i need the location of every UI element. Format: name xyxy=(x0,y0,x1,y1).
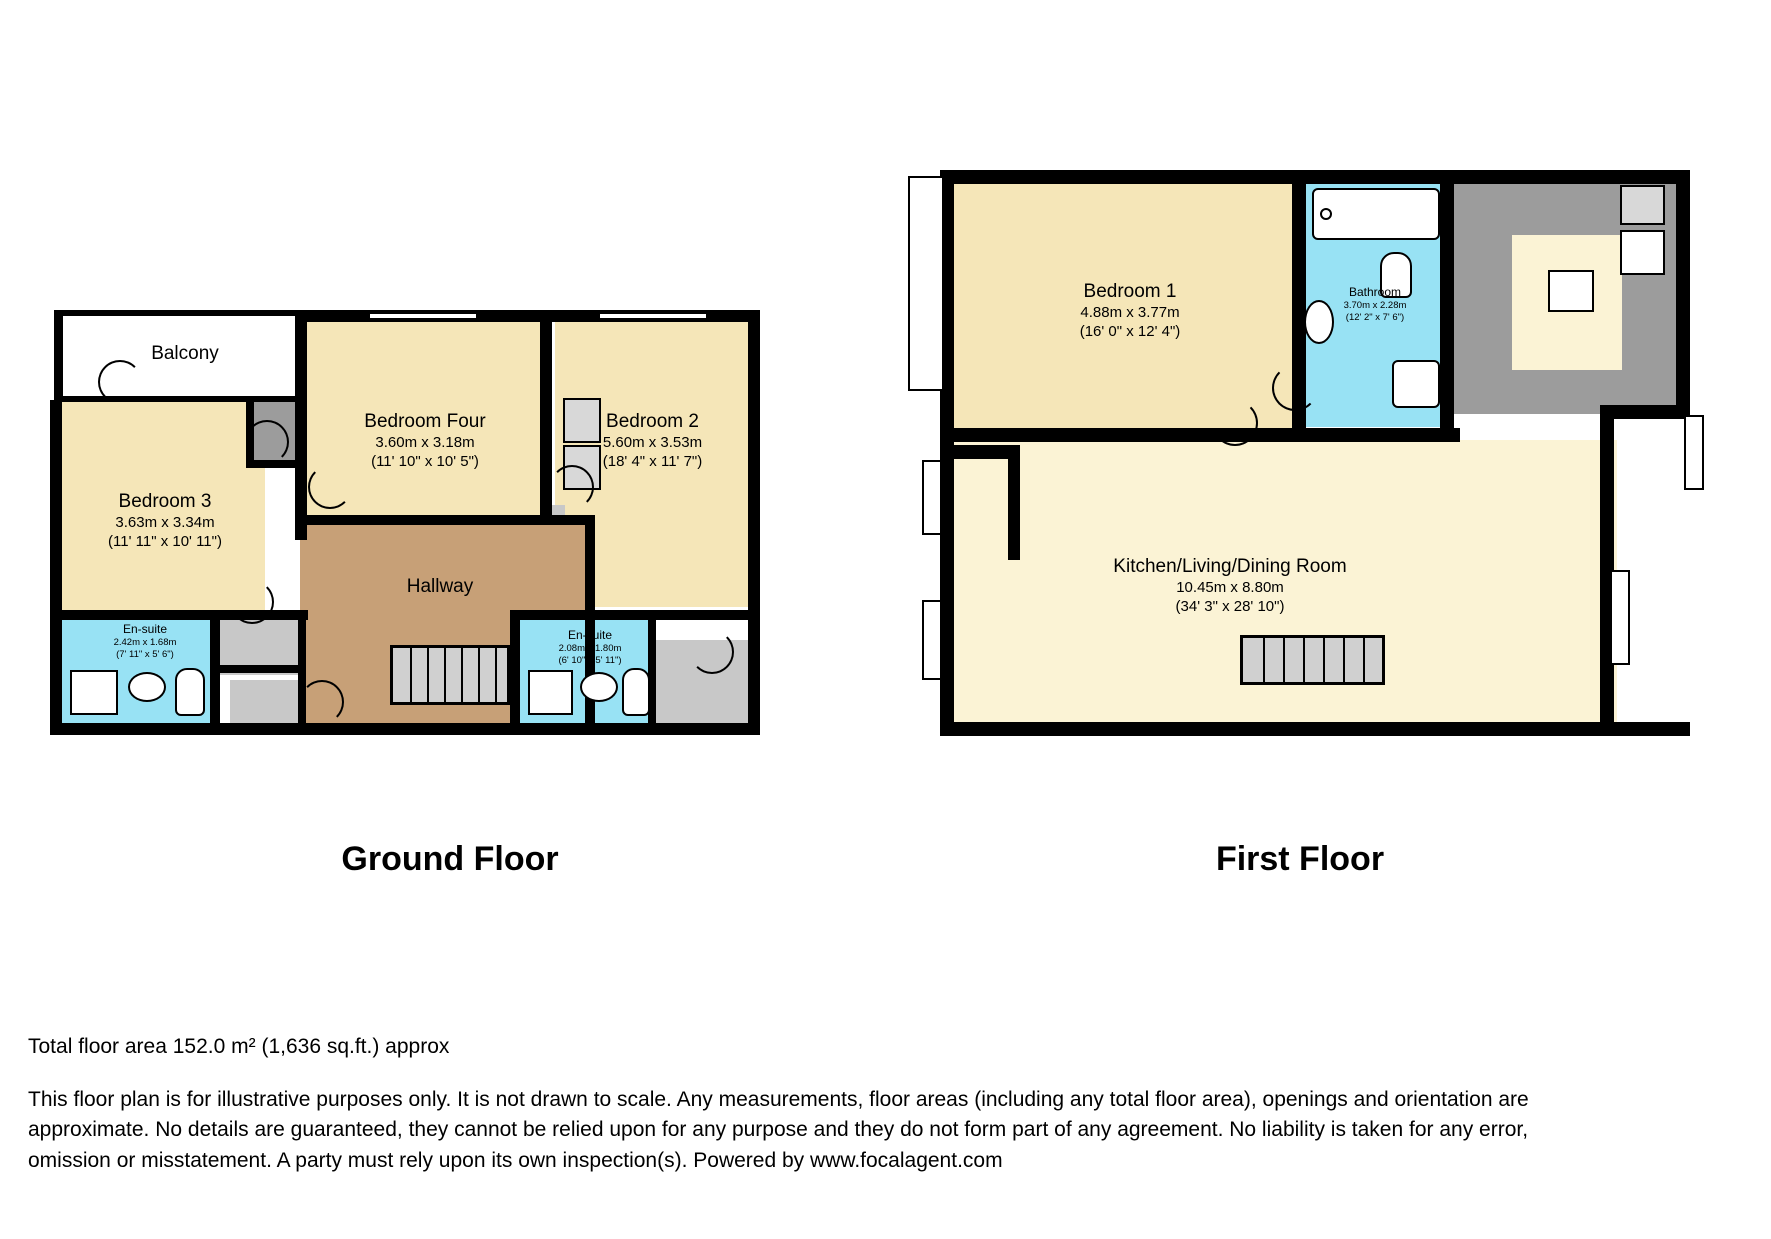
wall-ff-top xyxy=(940,170,1690,184)
door-bathroom xyxy=(1272,365,1318,411)
door-bedroom-3 xyxy=(230,580,274,624)
window-bay-bedroom-1 xyxy=(908,176,944,391)
door-ensuite-right xyxy=(550,575,594,619)
label-hallway: Hallway xyxy=(406,576,474,597)
window-left-low xyxy=(922,600,942,680)
wall-interior-h3 xyxy=(510,610,760,620)
label-bedroom-3: Bedroom 3 3.63m x 3.34m (11' 11" x 10' 11") xyxy=(108,491,222,550)
wall-ff-right-upper xyxy=(1676,170,1690,415)
hob xyxy=(1548,270,1594,312)
disclaimer-text: This floor plan is for illustrative purposes only. It is not drawn to scale. Any measurements, floor areas (including any total floor area), openings and orientation are approximate. No details are guaranteed, they cannot be relied upon for any purpose and they do not form part of any agreement. No liability is taken for any error, omission or misstatement. A party must rely upon its own inspection(s). Powered by www.focalagent.com xyxy=(28,1088,1529,1172)
staircase-first xyxy=(1240,635,1385,685)
total-floor-area: Total floor area 152.0 m² (1,636 sq.ft.) approx xyxy=(28,1035,450,1058)
label-kitchen-living-dining: Kitchen/Living/Dining Room 10.45m x 8.80m (34' 3" x 28' 10") xyxy=(1113,556,1347,615)
wall-balcony-top xyxy=(54,310,304,316)
door-balcony xyxy=(98,360,142,404)
window-bedroom-2 xyxy=(598,312,708,320)
staircase-ground xyxy=(390,645,510,705)
door-bedroom-1 xyxy=(1212,400,1258,446)
window-bedroom-four xyxy=(368,312,478,320)
kitchen-cabinet xyxy=(1620,185,1665,225)
label-bedroom-2: Bedroom 2 5.60m x 3.53m (18' 4" x 11' 7") xyxy=(602,411,703,470)
door-hallway-a xyxy=(300,680,344,724)
window-right-lower xyxy=(1610,570,1630,665)
wall-interior-v3 xyxy=(585,515,595,735)
first-floor-title: First Floor xyxy=(1215,840,1385,878)
ground-floor-title: Ground Floor xyxy=(341,840,559,878)
shower-tray-ensuite-right xyxy=(528,670,573,715)
first-floor-plan xyxy=(940,170,1730,750)
door-bedroom-2 xyxy=(550,465,594,509)
shower-bathroom xyxy=(1392,360,1440,408)
window-right-upper xyxy=(1684,415,1704,490)
wall-interior-h4 xyxy=(220,665,305,673)
window-left-mid xyxy=(922,460,942,535)
label-bathroom: Bathroom 3.70m x 2.28m (12' 2" x 7' 6") xyxy=(1343,285,1407,323)
wall-interior-h2 xyxy=(295,515,595,525)
sink-ensuite-left xyxy=(128,672,166,702)
label-ensuite-left: En-suite 2.42m x 1.68m (7' 11" x 5' 6") xyxy=(113,622,177,660)
toilet-ensuite-left xyxy=(175,668,205,716)
wall-ff-interior-h xyxy=(940,428,1460,442)
wall-ff-left-lower xyxy=(940,445,954,735)
label-ensuite-right: En-suite 2.08m x 1.80m (6' 10" x 5' 11") xyxy=(558,628,622,666)
wall-interior-v1 xyxy=(295,310,307,540)
label-balcony: Balcony xyxy=(151,343,219,364)
wall-interior-v4 xyxy=(510,610,520,735)
wall-interior-v6 xyxy=(210,610,220,735)
ground-floor-plan xyxy=(50,310,860,750)
wall-ff-left-return-v xyxy=(1008,445,1020,560)
kitchen-sink xyxy=(1620,230,1665,275)
label-bedroom-four: Bedroom Four 3.60m x 3.18m (11' 10" x 10' 5") xyxy=(364,411,486,470)
wall-ff-bottom xyxy=(940,722,1690,736)
wall-balcony-bottom xyxy=(54,396,304,402)
sink-ensuite-right xyxy=(580,672,618,702)
label-bedroom-1: Bedroom 1 4.88m x 3.77m (16' 0" x 12' 4") xyxy=(1079,281,1181,340)
door-utility xyxy=(690,630,734,674)
toilet-ensuite-right xyxy=(622,668,650,716)
wall-outer-right xyxy=(748,310,760,735)
door-bedroom-four xyxy=(308,465,352,509)
shower-tray-ensuite-left xyxy=(70,670,118,715)
wall-ff-interior-v2 xyxy=(1440,170,1454,428)
bathtub-tap xyxy=(1320,208,1332,220)
wall-balcony-left xyxy=(54,310,60,402)
door-ensuite-left xyxy=(245,420,289,464)
structure-block-c xyxy=(230,680,305,727)
wall-outer-left xyxy=(50,400,62,735)
